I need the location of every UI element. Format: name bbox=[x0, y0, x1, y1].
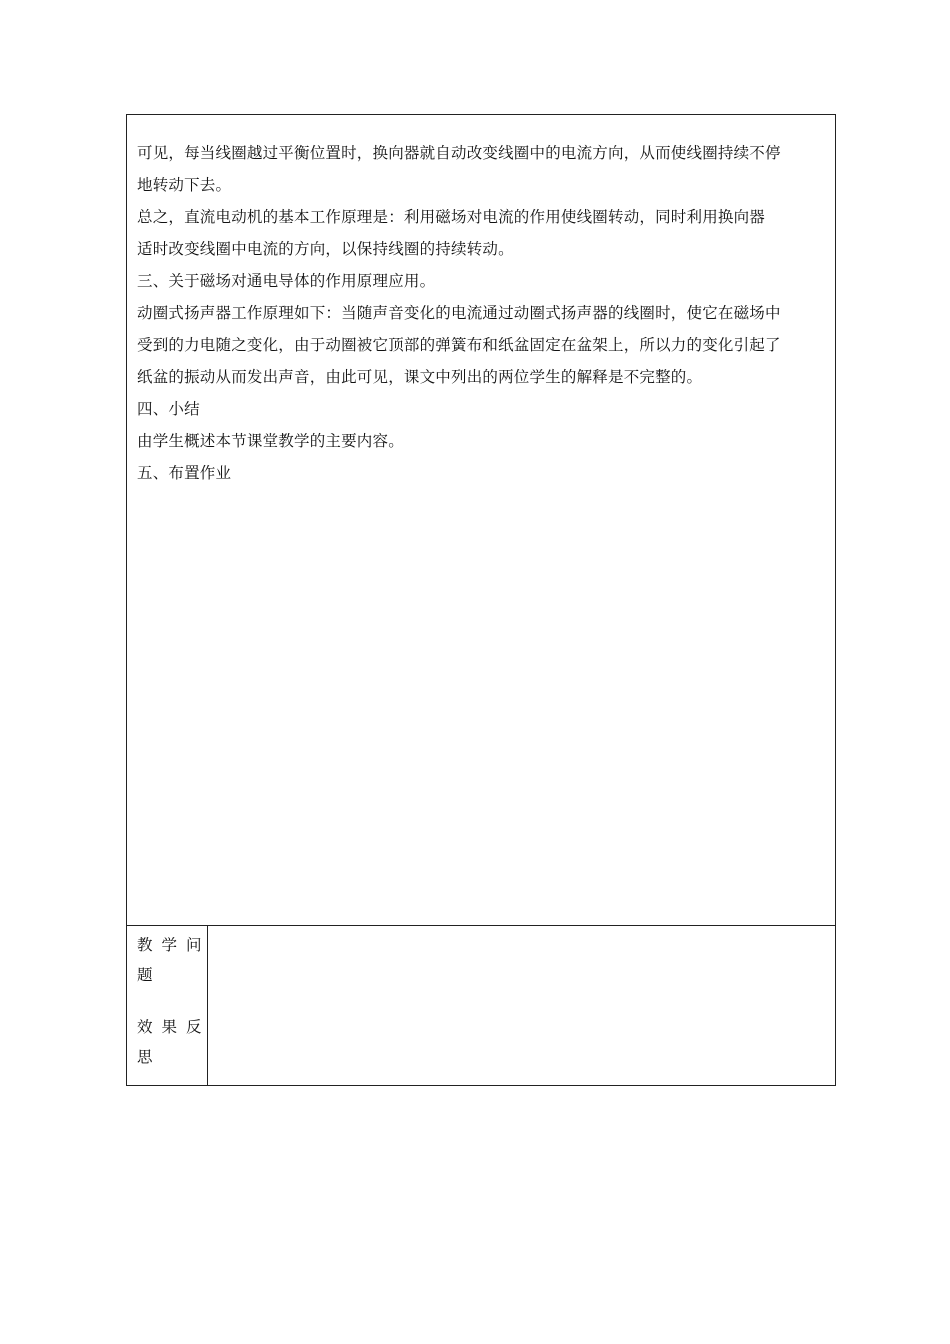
section-heading: 四、小结 bbox=[137, 400, 200, 418]
lesson-table bbox=[126, 114, 836, 1086]
reflection-label-line: 题 bbox=[137, 966, 162, 984]
reflection-value-cell[interactable] bbox=[208, 926, 835, 1085]
section-heading: 五、布置作业 bbox=[137, 464, 232, 482]
label-spacer bbox=[137, 990, 199, 1012]
content-line: 总之，直流电动机的基本工作原理是：利用磁场对电流的作用使线圈转动，同时利用换向器 bbox=[137, 208, 766, 226]
reflection-label-line: 教学问 bbox=[137, 936, 211, 954]
content-line: 适时改变线圈中电流的方向，以保持线圈的持续转动。 bbox=[137, 240, 514, 258]
reflection-label-line: 效果反 bbox=[137, 1018, 211, 1036]
content-line: 由学生概述本节课堂教学的主要内容。 bbox=[137, 432, 404, 450]
reflection-label-line: 思 bbox=[137, 1048, 162, 1066]
content-line: 受到的力电随之变化，由于动圈被它顶部的弹簧布和纸盆固定在盆架上，所以力的变化引起了 bbox=[137, 336, 781, 354]
content-line: 纸盆的振动从而发出声音，由此可见，课文中列出的两位学生的解释是不完整的。 bbox=[137, 368, 703, 386]
content-line: 可见，每当线圈越过平衡位置时，换向器就自动改变线圈中的电流方向，从而使线圈持续不停 bbox=[137, 144, 781, 162]
lesson-content-cell bbox=[127, 115, 835, 925]
content-line: 地转动下去。 bbox=[137, 176, 232, 194]
content-line: 动圈式扬声器工作原理如下：当随声音变化的电流通过动圈式扬声器的线圈时，使它在磁场中 bbox=[137, 304, 781, 322]
section-heading: 三、关于磁场对通电导体的作用原理应用。 bbox=[137, 272, 436, 290]
reflection-label-cell bbox=[127, 926, 211, 1085]
